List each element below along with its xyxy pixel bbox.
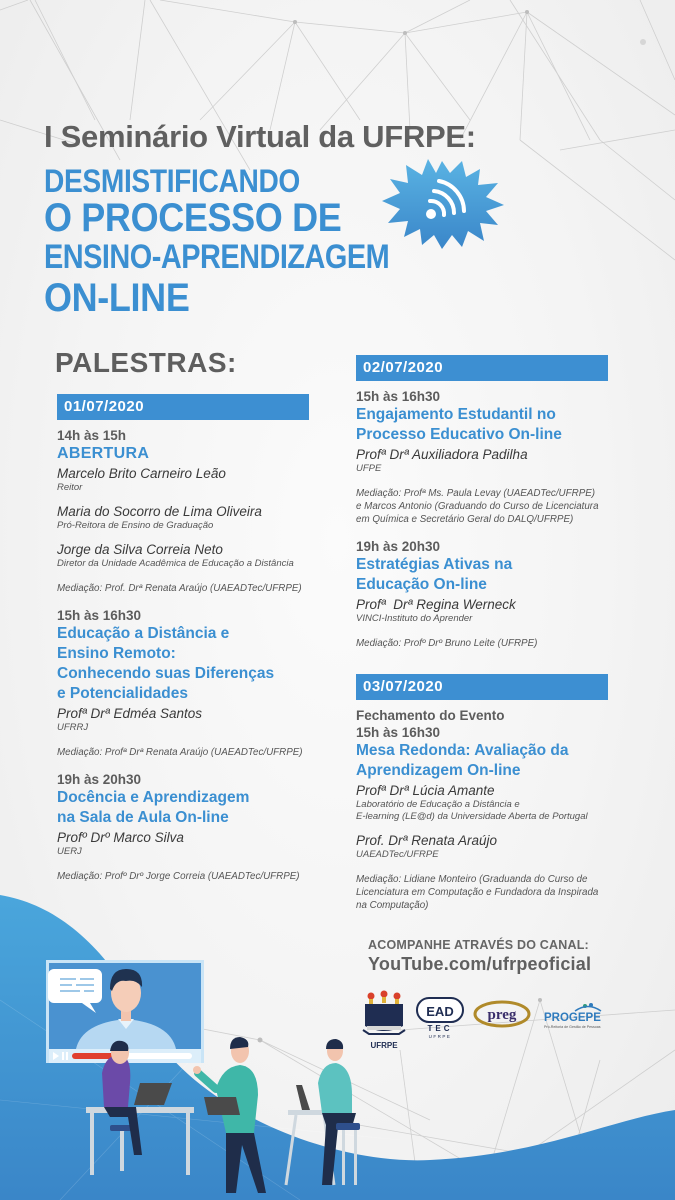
event-title: I Seminário Virtual da UFRPE: [44, 119, 476, 154]
session-mediation: Mediação: Prof. Drª Renata Araújo (UAEADTec/UFRPE) [57, 583, 302, 594]
preg-logo [473, 1000, 531, 1032]
session-title-line: Mesa Redonda: Avaliação da [356, 742, 569, 759]
svg-text:EAD: EAD [426, 1004, 454, 1019]
speaker-name: Prof. Drª Renata Araújo [356, 833, 498, 848]
speaker-affiliation-line: Laboratório de Educação a Distância e [356, 799, 520, 810]
speaker-affiliation: Reitor [57, 482, 83, 493]
session-title-line: e Potencialidades [57, 685, 188, 702]
session-mediation-line: na Computação) [356, 900, 429, 911]
session-mediation: Mediação: Profº Drº Bruno Leite (UFRPE) [356, 638, 538, 649]
subtitle-line-2: O PROCESSO DE [44, 196, 342, 240]
session-time: 14h às 15h [57, 428, 127, 443]
date-bar-day-2: 02/07/2020 [356, 355, 608, 381]
subtitle-line-4: ON-LINE [44, 276, 190, 320]
speaker-affiliation: UERJ [57, 846, 82, 857]
wifi-signal-burst-icon [380, 155, 505, 250]
speaker-affiliation: VINCI-Instituto do Aprender [356, 613, 473, 624]
session-title-line: Processo Educativo On-line [356, 426, 562, 443]
palestras-heading: PALESTRAS: [55, 347, 237, 378]
progepe-logo [543, 1002, 613, 1030]
speaker-affiliation: UFRRJ [57, 722, 89, 733]
session-title-line: Conhecendo suas Diferenças [57, 665, 275, 682]
speaker-name: Profª Drª Regina Werneck [356, 597, 516, 612]
subtitle-line-3: ENSINO-APRENDIZAGEM [44, 238, 390, 276]
speaker-name: Profª Drª Auxiliadora Padilha [356, 447, 528, 462]
speaker-name: Marcelo Brito Carneiro Leão [57, 466, 226, 481]
session-time: 19h às 20h30 [356, 539, 441, 554]
svg-text:PROGEPE: PROGEPE [544, 1012, 601, 1024]
svg-text:UFRPE: UFRPE [428, 1034, 452, 1039]
channel-label: ACOMPANHE ATRAVÉS DO CANAL: [368, 938, 589, 952]
session-time: 19h às 20h30 [57, 772, 142, 787]
session-title-line: Estratégias Ativas na [356, 556, 513, 573]
session-mediation-line: Mediação: Profª Ms. Paula Levay (UAEADTec/UFRPE) [356, 488, 596, 499]
svg-text:preg: preg [487, 1007, 517, 1023]
svg-text:Pró-Reitoria de Gestão de Pess: Pró-Reitoria de Gestão de Pessoas [544, 1025, 601, 1029]
speaker-affiliation: Diretor da Unidade Acadêmica de Educação a Distância [57, 558, 294, 569]
channel-info [368, 938, 591, 975]
session-estrategias [356, 538, 631, 650]
speaker-name: Profª Drª Lúcia Amante [356, 783, 495, 798]
ufrpe-logo-text: UFRPE [370, 1041, 398, 1050]
session-mediation-line: Mediação: Lidiane Monteiro (Graduanda do Curso de [356, 874, 588, 885]
speaker-name: Profª Drª Edméa Santos [57, 706, 203, 721]
session-title-line: Educação a Distância e [57, 625, 230, 642]
speaker-affiliation: UAEADTec/UFRPE [356, 849, 439, 860]
session-title-line: Engajamento Estudantil no [356, 406, 556, 423]
session-time: 15h às 16h30 [356, 389, 441, 404]
speaker-name: Jorge da Silva Correia Neto [57, 542, 223, 557]
ead-tec-logo [415, 996, 467, 1040]
section-title: Fechamento do Evento [356, 708, 505, 723]
session-title-line: na Sala de Aula On-line [57, 809, 229, 826]
speaker-name: Maria do Socorro de Lima Oliveira [57, 504, 262, 519]
date-bar-day-1: 01/07/2020 [57, 394, 309, 420]
session-title-line: Aprendizagem On-line [356, 762, 521, 779]
session-mesa-redonda [356, 707, 631, 912]
speaker-name: Profº Drº Marco Silva [57, 830, 184, 845]
session-abertura [57, 427, 332, 595]
session-title: ABERTURA [57, 445, 150, 462]
speaker-affiliation-line: E-learning (LE@d) da Universidade Aberta de Portugal [356, 811, 588, 822]
speaker-affiliation: Pró-Reitora de Ensino de Graduação [57, 520, 214, 531]
day-1-schedule [57, 394, 332, 883]
session-title-line: Ensino Remoto: [57, 645, 176, 662]
date-bar-day-3: 03/07/2020 [356, 674, 608, 700]
subtitle-line-1: DESMISTIFICANDO [44, 163, 300, 199]
session-title-line: Docência e Aprendizagem [57, 789, 250, 806]
student-man-icon [286, 1039, 360, 1185]
session-mediation-line: Licenciatura em Computação e Fundadora da Inspirada [356, 887, 599, 898]
session-mediation-line: em Química e Secretário Geral do DALQ/UFRPE) [356, 514, 574, 525]
youtube-channel-link[interactable]: YouTube.com/ufrpeoficial [368, 954, 592, 974]
session-mediation: Mediação: Profº Drº Jorge Correia (UAEADTec/UFRPE) [57, 871, 300, 882]
speaker-affiliation: UFPE [356, 463, 382, 474]
online-class-illustration [40, 955, 400, 1200]
session-time: 15h às 16h30 [57, 608, 142, 623]
session-docencia [57, 771, 332, 883]
svg-text:TEC: TEC [427, 1024, 453, 1033]
session-ead-ensino-remoto [57, 607, 332, 759]
session-time: 15h às 16h30 [356, 725, 441, 740]
session-mediation: Mediação: Profª Drª Renata Araújo (UAEADTec/UFRPE) [57, 747, 303, 758]
session-title-line: Educação On-line [356, 576, 487, 593]
session-mediation-line: e Marcos Antonio (Graduando do Curso de Licenciatura [356, 501, 599, 512]
session-engajamento [356, 388, 631, 526]
day-2-3-schedule [356, 355, 631, 912]
